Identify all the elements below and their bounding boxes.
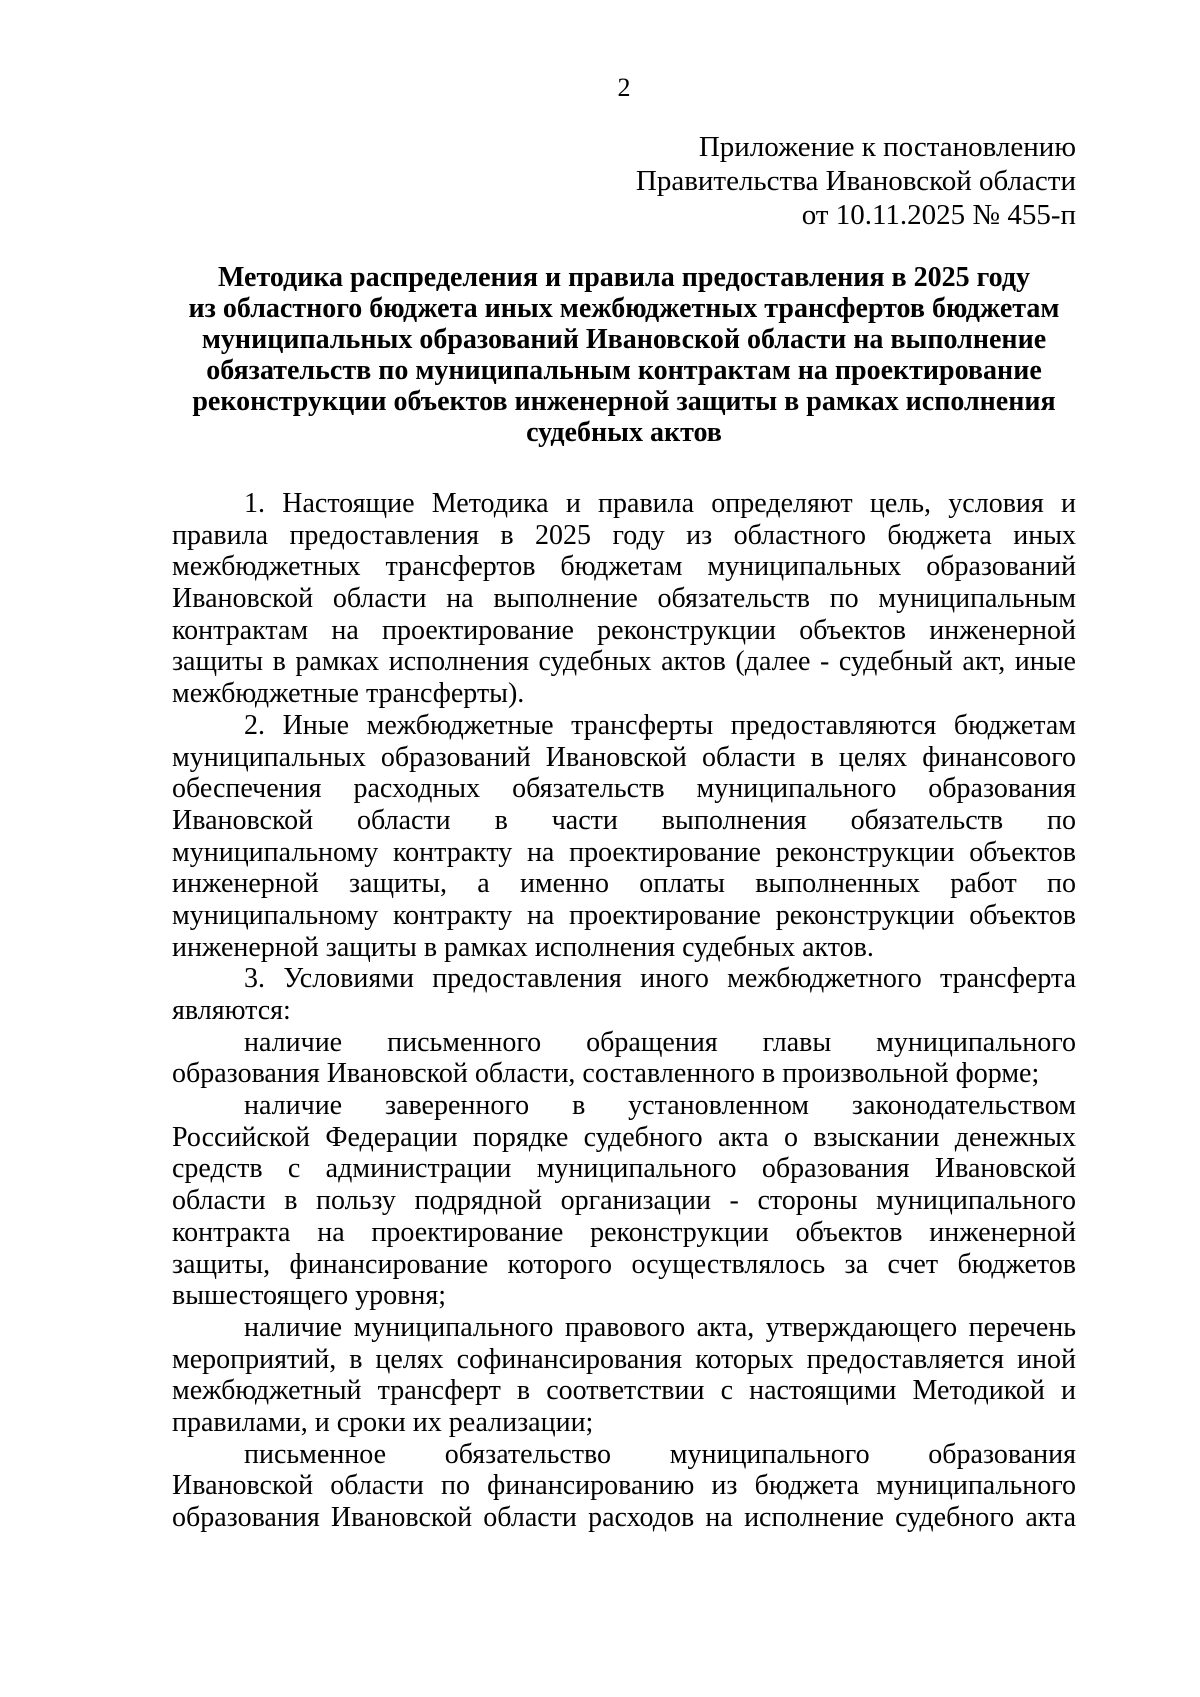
- body-line: 1. Настоящие Методика и правила определяют цель, условия и: [244, 488, 1076, 519]
- title-line: судебных актов: [526, 417, 722, 448]
- document-body: [172, 488, 1076, 1534]
- appendix-line: от 10.11.2025 № 455-п: [801, 199, 1076, 231]
- body-line: наличие письменного обращения главы муниципального: [244, 1026, 1076, 1058]
- title-line: обязательств по муниципальным контрактам на проектирование: [206, 355, 1042, 386]
- appendix-header: [476, 130, 1076, 232]
- body-line: контракта на проектирование реконструкции объектов инженерной: [172, 1216, 1076, 1248]
- body-line: Российской Федерации порядке судебного акта о взыскании денежных: [172, 1121, 1076, 1153]
- body-line: контрактам на проектирование реконструкции объектов инженерной: [172, 614, 1076, 646]
- appendix-line: Правительства Ивановской области: [635, 165, 1076, 197]
- body-line: муниципальному контракту на проектирование реконструкции объектов: [172, 836, 1076, 868]
- body-line: Ивановской области в части выполнения обязательств по: [172, 804, 1076, 836]
- body-line: муниципальному контракту на проектирование реконструкции объектов: [172, 899, 1076, 931]
- body-line: вышестоящего уровня;: [172, 1280, 446, 1312]
- body-line: наличие муниципального правового акта, утверждающего перечень: [244, 1311, 1076, 1343]
- body-line: межбюджетных трансфертов бюджетам муниципальных образований: [172, 551, 1076, 583]
- title-line: муниципальных образований Ивановской области на выполнение: [201, 324, 1047, 355]
- body-line: 2. Иные межбюджетные трансферты предоставляются бюджетам: [244, 709, 1076, 741]
- body-line: инженерной защиты в рамках исполнения судебных актов.: [172, 931, 874, 963]
- body-line: 3. Условиями предоставления иного межбюджетного трансферта: [244, 963, 1076, 995]
- body-line: защиты в рамках исполнения судебных актов (далее - судебный акт, иные: [172, 646, 1076, 678]
- body-line: межбюджетные трансферты).: [172, 678, 525, 710]
- body-line: письменное обязательство муниципального образования: [244, 1438, 1076, 1470]
- title-line: реконструкции объектов инженерной защиты в рамках исполнения: [192, 386, 1056, 417]
- appendix-line: Приложение к постановлению: [698, 131, 1076, 163]
- body-line: наличие заверенного в установленном законодательством: [244, 1090, 1076, 1122]
- body-line: муниципальных образований Ивановской области в целях финансового: [172, 741, 1076, 773]
- title-line: Методика распределения и правила предоставления в 2025 году: [217, 262, 1031, 293]
- body-line: образования Ивановской области расходов на исполнение судебного акта: [172, 1502, 1076, 1533]
- body-line: образования Ивановской области, составленного в произвольной форме;: [172, 1058, 1040, 1090]
- document-title: [150, 262, 1098, 448]
- page-number: 2: [617, 73, 631, 102]
- body-line: правила предоставления в 2025 году из областного бюджета иных: [172, 519, 1076, 551]
- body-line: мероприятий, в целях софинансирования которых предоставляется иной: [172, 1343, 1076, 1375]
- body-line: области в пользу подрядной организации - стороны муниципального: [172, 1185, 1076, 1217]
- body-line: обеспечения расходных обязательств муниципального образования: [172, 773, 1076, 805]
- body-line: межбюджетный трансферт в соответствии с настоящими Методикой и: [172, 1375, 1076, 1407]
- body-line: защиты, финансирование которого осуществлялось за счет бюджетов: [172, 1248, 1076, 1280]
- title-line: из областного бюджета иных межбюджетных трансфертов бюджетам: [188, 293, 1060, 324]
- body-line: средств с администрации муниципального образования Ивановской: [172, 1153, 1076, 1185]
- body-line: Ивановской области на выполнение обязательств по муниципальным: [172, 583, 1076, 615]
- body-line: инженерной защиты, а именно оплаты выполненных работ по: [172, 868, 1076, 900]
- body-line: являются:: [172, 995, 291, 1026]
- body-line: правилами, и сроки их реализации;: [172, 1406, 594, 1438]
- body-line: Ивановской области по финансированию из бюджета муниципального: [172, 1470, 1076, 1502]
